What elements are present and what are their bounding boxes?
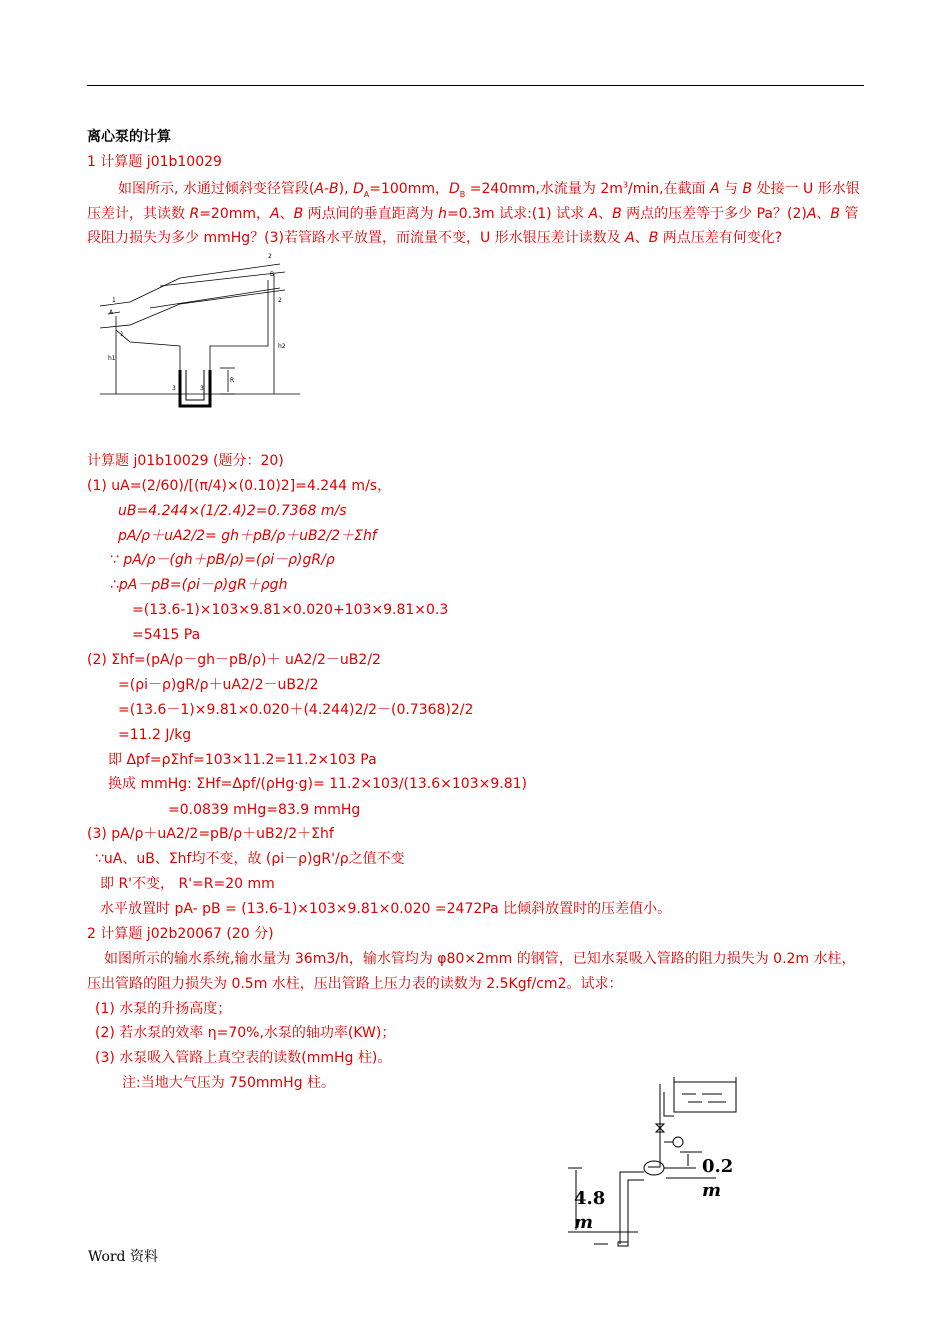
section-title: 离心泵的计算 <box>87 129 171 145</box>
fig1-label-r: R <box>230 377 235 384</box>
solution1-line: 换成 mmHg: ΣHf=Δpf/(ρHg·g)= 11.2×103/(13.6×103×9.81) <box>108 776 527 792</box>
solution1-line: =11.2 J/kg <box>118 727 192 743</box>
fig2-label-left-unit: m <box>574 1212 594 1233</box>
header-rule <box>87 85 864 86</box>
fig1-label-a: A <box>109 309 114 316</box>
solution1-line: =5415 Pa <box>132 627 201 643</box>
fig2-label-left-value: 4.8 <box>574 1188 606 1209</box>
solution1-line: (3) pA/ρ＋uA2/2=pB/ρ＋uB2/2＋Σhf <box>87 826 334 842</box>
fig1-label-3: 3 <box>172 385 176 392</box>
problem2-note: 注:当地大气压为 750mmHg 柱。 <box>122 1075 336 1091</box>
pump-system-figure <box>568 1072 748 1252</box>
problem2-line2: 压出管路的阻力损失为 0.5m 水柱，压出管路上压力表的读数为 2.5Kgf/cm2。试求： <box>87 976 623 992</box>
solution1-line: (1) uA=(2/60)/[(π/4)×(0.10)2]=4.244 m/s， <box>87 478 392 494</box>
problem2-question: (3) 水泵吸入管路上真空表的读数(mmHg 柱)。 <box>95 1050 392 1066</box>
fig1-label-h2: h2 <box>278 343 286 350</box>
solution1-header: 计算题 j01b10029 (题分：20) <box>87 453 284 469</box>
solution1-line: =0.0839 mHg=83.9 mmHg <box>168 802 361 818</box>
pipe-manometer-figure <box>100 250 300 410</box>
solution1-line: ∵uA、uB、Σhf均不变，故 (ρi－ρ)gR'/ρ之值不变 <box>95 851 405 867</box>
solution1-line: =(13.6－1)×9.81×0.020＋(4.244)2/2－(0.7368)2/2 <box>118 702 474 718</box>
problem2-header: 2 计算题 j02b20067 (20 分) <box>87 926 274 942</box>
fig1-label-b: B <box>270 271 275 278</box>
fig1-label-1b: 1 <box>120 331 124 338</box>
solution1-line: ∵ pA/ρ－(gh＋pB/ρ)=(ρi－ρ)gR/ρ <box>110 552 335 568</box>
solution1-line: pA/ρ＋uA2/2= gh＋pB/ρ＋uB2/2＋Σhf <box>118 528 377 544</box>
fig1-label-h1: h1 <box>108 355 116 362</box>
solution1-line: =(13.6-1)×103×9.81×0.020+103×9.81×0.3 <box>132 602 449 618</box>
problem2-line1: 如图所示的输水系统,输水量为 36m3/h，输水管均为 φ80×2mm 的钢管，已知水泵吸入管路的阻力损失为 0.2m 水柱， <box>104 951 856 967</box>
fig1-label-2: 2 <box>268 253 272 260</box>
solution1-line: 即 R'不变， R'=R=20 mm <box>100 876 275 892</box>
footer: Word 资料 <box>88 1249 158 1265</box>
fig1-label-3b: 3 <box>200 385 204 392</box>
solution1-line: 水平放置时 pA- pB = (13.6-1)×103×9.81×0.020 =2472Pa 比倾斜放置时的压差值小。 <box>100 901 672 917</box>
problem1-header: 1 计算题 j01b10029 <box>87 154 222 170</box>
solution1-line: =(ρi－ρ)gR/ρ＋uA2/2－uB2/2 <box>118 677 319 693</box>
fig2-label-right-value: 0.2 <box>702 1156 734 1177</box>
problem2-question: (2) 若水泵的效率 η=70%,水泵的轴功率(KW)； <box>95 1025 396 1041</box>
fig1-label-2b: 2 <box>278 297 282 304</box>
solution1-line: 即 Δpf=ρΣhf=103×11.2=11.2×103 Pa <box>108 752 377 768</box>
problem1-statement: 如图所示, 水通过倾斜变径管段(A-B), $D_A=100mm$，$D_B =240mm$,水流量为 $2m^3/\min$,在截面 A 与 B 处接一 U 形水银压差计，其读数 R=20mm，A、B 两点间的垂直距离为 h=0.3m 试求:(1) 试求 A、B 两点的压差等于多少 Pa？(2)A、B 管段阻力损失为多少 mmHg？(3)若管路水平放置，而流量不变，U 形水银压差计读数及 A、B 两点压差有何变化? <box>87 180 860 247</box>
problem2-question: (1) 水泵的升扬高度； <box>95 1001 232 1017</box>
solution1-line: (2) Σhf=(pA/ρ－gh－pB/ρ)＋ uA2/2－uB2/2 <box>87 652 381 668</box>
solution1-line: uB=4.244×(1/2.4)2=0.7368 m/s <box>118 503 347 519</box>
fig1-label-1: 1 <box>112 297 116 304</box>
fig2-label-right-unit: m <box>702 1180 722 1201</box>
solution1-line: ∴pA－pB=(ρi－ρ)gR＋ρgh <box>110 577 288 593</box>
